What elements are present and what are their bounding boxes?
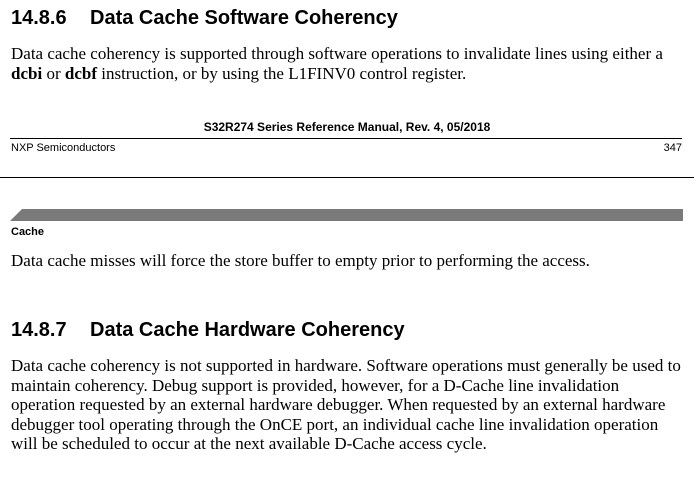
- continued-paragraph: Data cache misses will force the store buffer to empty prior to performing the access.: [11, 251, 590, 270]
- section-number: 14.8.6: [11, 7, 67, 29]
- section-paragraph: [11, 44, 686, 83]
- section-title: Data Cache Hardware Coherency: [90, 319, 405, 341]
- section-heading-14-8-7: [11, 319, 405, 342]
- section-heading-14-8-6: [11, 7, 398, 30]
- text-run: Data cache coherency is supported through software operations to invalidate lines using either a: [11, 44, 663, 63]
- chapter-header-bar: [10, 209, 683, 223]
- footer-page-number: 347: [663, 142, 682, 154]
- instruction-dcbf: dcbf: [64, 63, 97, 83]
- section-number: 14.8.7: [11, 319, 67, 341]
- chapter-label: Cache: [11, 226, 45, 238]
- section-paragraph: Data cache coherency is not supported in hardware. Software operations must generally be used to maintain coherency. Debug support is provided, however, for a D-Cache line invalidation operation requested by an external hardware debugger. When requested by an external hardware debugger tool operating through the OnCE port, an individual cache line invalidation operation will be scheduled to occur at the next available D-Cache access cycle.: [11, 356, 681, 453]
- instruction-dcbi: dcbi: [11, 63, 43, 83]
- page-break-divider: [0, 177, 694, 178]
- footer-rule: [10, 138, 682, 139]
- section-title: Data Cache Software Coherency: [90, 7, 398, 29]
- footer-manual-title: S32R274 Series Reference Manual, Rev. 4, 05/2018: [203, 120, 491, 134]
- text-run: instruction, or by using the L1FINV0 control register.: [96, 63, 467, 83]
- footer-company: NXP Semiconductors: [11, 142, 116, 154]
- text-run: or: [42, 63, 65, 83]
